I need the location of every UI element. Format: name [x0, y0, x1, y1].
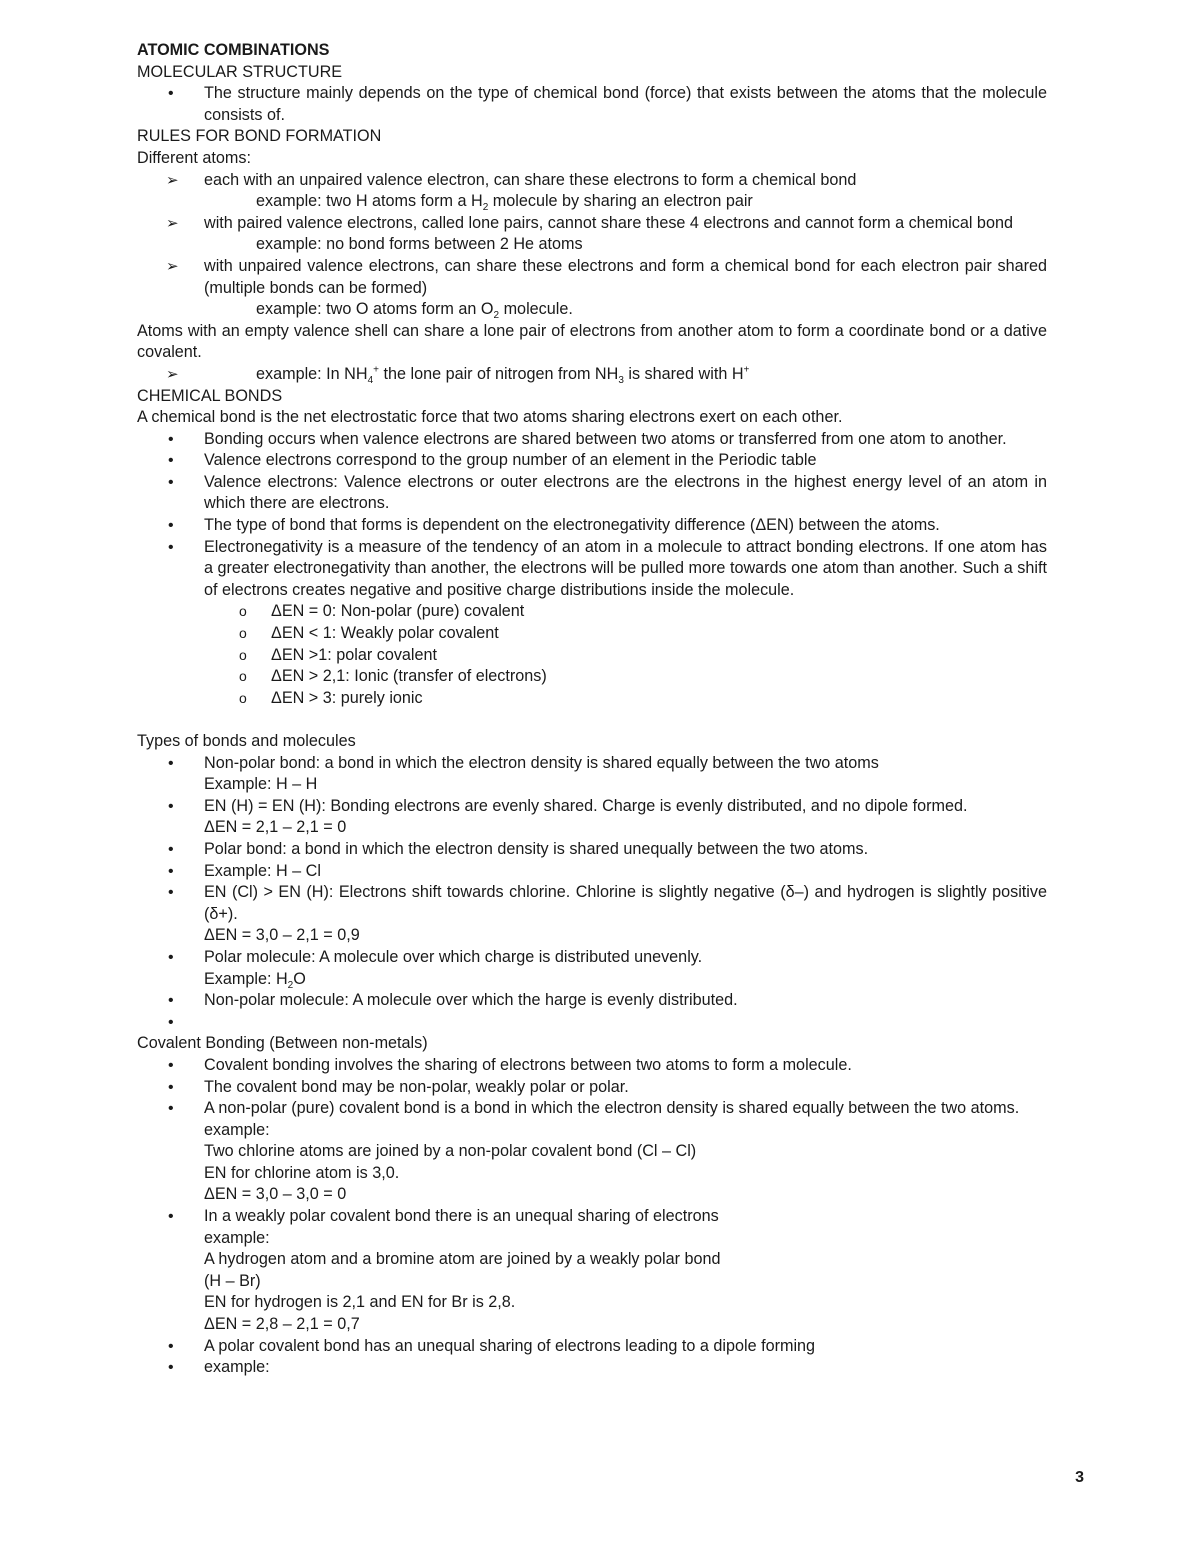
list-item: • The covalent bond may be non-polar, weakly polar or polar. — [204, 1077, 1047, 1099]
bullet-text: EN for hydrogen is 2,1 and EN for Br is 2,8. — [204, 1293, 516, 1312]
list-item: • A polar covalent bond has an unequal sharing of electrons leading to a dipole forming — [204, 1336, 1047, 1358]
bullet-text: ΔEN = 3,0 – 2,1 = 0,9 — [204, 926, 360, 945]
dative-example — [204, 364, 1047, 386]
types-list — [137, 753, 1047, 1034]
example-text: molecule. — [499, 300, 573, 319]
types-heading: Types of bonds and molecules — [137, 732, 356, 750]
example-text: O — [293, 969, 306, 988]
subscript: 2 — [493, 310, 500, 322]
subscript: 2 — [482, 202, 489, 214]
en-difference-list — [204, 601, 1047, 709]
covalent-heading: Covalent Bonding (Between non-metals) — [137, 1034, 428, 1053]
list-item — [204, 170, 1047, 213]
bullet-text: example: — [204, 1120, 270, 1139]
electronegativity-text: • Electronegativity is a measure of the tendency of an atom in a molecule to attract bonding electrons. If one atom has a greater electronegativity than another, the electrons will be pulled more towards one atom than another. Such a shift of electrons creates negative and positive charge distributions inside the molecule. — [204, 537, 1047, 599]
bullet-text: • Non-polar bond: a bond in which the electron density is shared equally between the two atoms — [204, 753, 879, 772]
molecular-structure-list — [137, 83, 1047, 126]
list-item — [204, 364, 1047, 386]
superscript: + — [373, 364, 379, 376]
list-item: • The structure mainly depends on the type of chemical bond (force) that exists between the atoms that the molecule consists of. — [204, 83, 1047, 126]
rules-list — [137, 170, 1047, 321]
bullet-text: EN for chlorine atom is 3,0. — [204, 1163, 400, 1182]
example-text: example: two O atoms form an O — [256, 300, 494, 319]
bullet-text: • A non-polar (pure) covalent bond is a bond in which the electron density is shared equally between the two atoms. — [204, 1099, 1020, 1118]
bullet-text: (H – Br) — [204, 1271, 261, 1290]
list-item: • Valence electrons: Valence electrons or outer electrons are the electrons in the highest energy level of an atom in which there are electrons. — [204, 472, 1047, 515]
chemical-bond-definition: A chemical bond is the net electrostatic force that two atoms sharing electrons exert on each other. — [137, 408, 843, 427]
bullet-text: ΔEN = 2,8 – 2,1 = 0,7 — [204, 1315, 360, 1334]
dative-list — [137, 364, 1047, 386]
bullet-text: Example: H – H — [204, 775, 318, 794]
example-text: is shared with H — [623, 364, 744, 383]
rule-text: ➢ with unpaired valence electrons, can share these electrons and form a chemical bond for each electron pair shared (multiple bonds can be formed) — [204, 256, 1047, 297]
list-item: • Valence electrons correspond to the group number of an element in the Periodic table — [204, 450, 1047, 472]
list-item — [204, 796, 1047, 839]
superscript: + — [743, 364, 750, 376]
list-item: • Bonding occurs when valence electrons are shared between two atoms or transferred from one atom to another. — [204, 429, 1047, 451]
document-page — [137, 40, 1047, 1379]
covalent-list — [137, 1055, 1047, 1379]
list-item — [204, 1098, 1047, 1206]
sub-list-item: o ΔEN < 1: Weakly polar covalent — [271, 623, 1047, 645]
list-item: • Polar bond: a bond in which the electron density is shared unequally between the two atoms. — [204, 839, 1047, 861]
bullet-text: ΔEN = 2,1 – 2,1 = 0 — [204, 818, 347, 837]
example-text: example: In NH — [256, 364, 368, 383]
bullet-text: • In a weakly polar covalent bond there is an unequal sharing of electrons — [204, 1207, 719, 1226]
subscript: 3 — [618, 375, 624, 387]
bullet-text: • EN (H) = EN (H): Bonding electrons are evenly shared. Charge is evenly distributed, and no dipole formed. — [204, 796, 968, 815]
bullet-text: A hydrogen atom and a bromine atom are joined by a weakly polar bond — [204, 1250, 721, 1269]
list-item: • Example: H – Cl — [204, 861, 1047, 883]
bullet-text: example: — [204, 1228, 270, 1247]
spacer — [137, 709, 1047, 731]
rule-example — [204, 191, 1047, 213]
bullet-text: • EN (Cl) > EN (H): Electrons shift towards chlorine. Chlorine is slightly negative (δ–) and hydrogen is slightly positive (δ+). — [204, 883, 1047, 923]
page-number: 3 — [1075, 1469, 1084, 1486]
rules-heading: RULES FOR BOND FORMATION — [137, 127, 382, 146]
list-item — [204, 947, 1047, 990]
list-item — [204, 537, 1047, 710]
subscript: 2 — [287, 979, 294, 991]
dative-bond-text: Atoms with an empty valence shell can share a lone pair of electrons from another atom to form a coordinate bond or a dative covalent. — [137, 321, 1047, 362]
list-item — [204, 256, 1047, 321]
example-text: Example: H — [204, 969, 288, 988]
sub-list-item: o ΔEN >1: polar covalent — [271, 645, 1047, 667]
bullet-text: Two chlorine atoms are joined by a non-polar covalent bond (Cl – Cl) — [204, 1142, 697, 1161]
list-item — [204, 882, 1047, 947]
bullet-text — [204, 969, 1047, 991]
subscript: 4 — [367, 375, 374, 387]
chemical-bonds-list — [137, 429, 1047, 710]
list-item-empty — [204, 1012, 1047, 1034]
rule-text: ➢ with paired valence electrons, called lone pairs, cannot share these 4 electrons and cannot form a chemical bond — [204, 213, 1013, 232]
rules-subheading: Different atoms: — [137, 148, 251, 167]
molecular-structure-heading: MOLECULAR STRUCTURE — [137, 62, 343, 81]
example-text: the lone pair of nitrogen from NH — [378, 364, 619, 383]
sub-list-item: o ΔEN = 0: Non-polar (pure) covalent — [271, 601, 1047, 623]
document-title: ATOMIC COMBINATIONS — [137, 41, 330, 59]
sub-list-item: o ΔEN > 2,1: Ionic (transfer of electrons) — [271, 666, 1047, 688]
rule-example: example: no bond forms between 2 He atoms — [256, 235, 583, 254]
list-item — [204, 753, 1047, 796]
rule-example — [204, 299, 1047, 321]
example-text: example: two H atoms form a H — [256, 192, 483, 211]
list-item: • Non-polar molecule: A molecule over which the harge is evenly distributed. — [204, 990, 1047, 1012]
rule-text: ➢ each with an unpaired valence electron, can share these electrons to form a chemical bond — [204, 170, 857, 189]
bullet-text: • Polar molecule: A molecule over which charge is distributed unevenly. — [204, 947, 703, 966]
list-item: • The type of bond that forms is dependent on the electronegativity difference (ΔEN) between the atoms. — [204, 515, 1047, 537]
example-text: molecule by sharing an electron pair — [488, 192, 753, 211]
bullet-text: ΔEN = 3,0 – 3,0 = 0 — [204, 1185, 347, 1204]
list-item — [204, 1206, 1047, 1336]
chemical-bonds-heading: CHEMICAL BONDS — [137, 386, 283, 405]
list-item — [204, 213, 1047, 256]
list-item: • Covalent bonding involves the sharing of electrons between two atoms to form a molecule. — [204, 1055, 1047, 1077]
list-item: • example: — [204, 1357, 1047, 1379]
sub-list-item: o ΔEN > 3: purely ionic — [271, 688, 1047, 710]
